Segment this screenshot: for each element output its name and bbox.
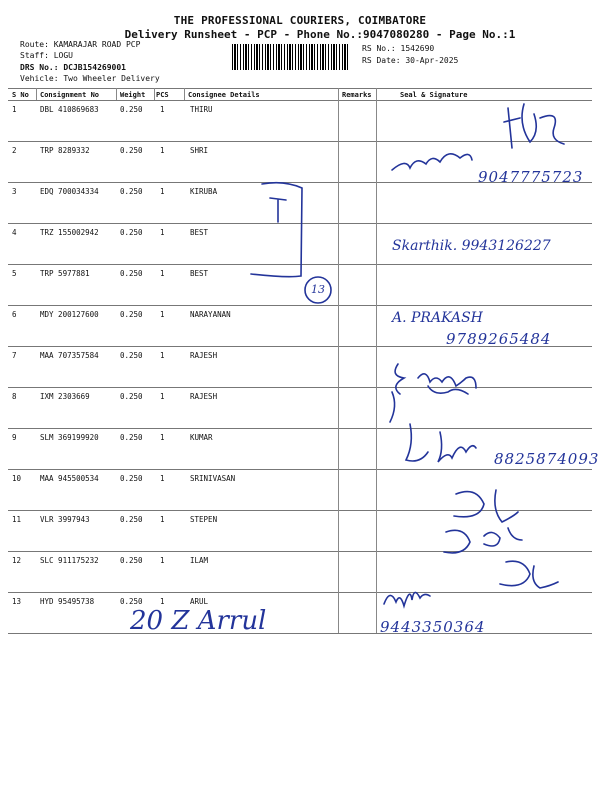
company-title: THE PROFESSIONAL COURIERS, COIMBATORE — [173, 14, 427, 27]
signature-row7 — [395, 364, 476, 394]
bracket-mark — [251, 183, 302, 277]
cell-sno: 10 — [12, 474, 22, 483]
handwritten-circle-number: 13 — [311, 283, 325, 296]
signature-row2 — [392, 154, 472, 170]
cell-pcs: 1 — [160, 515, 165, 524]
cell-weight: 0.250 — [120, 269, 143, 278]
cell-consignment: TRZ 155002942 — [40, 228, 99, 237]
handwritten-phone-row13: 9443350364 — [380, 618, 486, 636]
cell-weight: 0.250 — [120, 228, 143, 237]
cell-consignee: BEST — [190, 269, 209, 278]
signature-row10 — [454, 490, 518, 522]
cell-sno: 12 — [12, 556, 22, 565]
cell-pcs: 1 — [160, 187, 165, 196]
cell-sno: 7 — [12, 351, 17, 360]
cell-consignee: STEPEN — [190, 515, 218, 524]
cell-consignment: MDY 200127600 — [40, 310, 99, 319]
signature-row8 — [390, 386, 468, 422]
route-label: Route: KAMARAJAR ROAD PCP — [20, 40, 141, 49]
col-remarks-header: Remarks — [342, 91, 372, 99]
cell-weight: 0.250 — [120, 433, 143, 442]
cell-pcs: 1 — [160, 474, 165, 483]
cell-sno: 9 — [12, 433, 17, 442]
cell-pcs: 1 — [160, 105, 165, 114]
vehicle-label: Vehicle: Two Wheeler Delivery — [20, 74, 160, 83]
col-consignment-header: Consignment No — [40, 91, 100, 99]
cell-consignment: TRP 8289332 — [40, 146, 90, 155]
cell-sno: 3 — [12, 187, 17, 196]
cell-pcs: 1 — [160, 556, 165, 565]
cell-consignment: EDQ 700034334 — [40, 187, 99, 196]
runsheet-subtitle: Delivery Runsheet - PCP - Phone No.:9047080280 - Page No.:1 — [124, 28, 516, 41]
handwritten-note-row13: 20 Z Arrul — [130, 606, 267, 636]
col-pcs-header: PCS — [156, 91, 169, 99]
cell-sno: 2 — [12, 146, 17, 155]
cell-pcs: 1 — [160, 392, 165, 401]
signature-row12 — [500, 561, 558, 588]
cell-consignment: HYD 95495738 — [40, 597, 95, 606]
drs-number: DRS No.: DCJB154269001 — [20, 63, 126, 72]
cell-consignee: SRINIVASAN — [190, 474, 236, 483]
col-seal-signature-header: Seal & Signature — [400, 91, 468, 99]
cell-pcs: 1 — [160, 310, 165, 319]
cell-consignee: ARUL — [190, 597, 209, 606]
cell-weight: 0.250 — [120, 515, 143, 524]
cell-sno: 8 — [12, 392, 17, 401]
cell-consignee: KUMAR — [190, 433, 213, 442]
cell-consignee: SHRI — [190, 146, 209, 155]
cell-pcs: 1 — [160, 597, 165, 606]
cell-consignee: NARAYANAN — [190, 310, 231, 319]
handwritten-name-row6: A. PRAKASH — [392, 310, 483, 326]
rs-number: RS No.: 1542690 — [362, 44, 435, 53]
cell-sno: 13 — [12, 597, 22, 606]
cell-weight: 0.250 — [120, 556, 143, 565]
cell-weight: 0.250 — [120, 392, 143, 401]
cell-consignment: DBL 410869683 — [40, 105, 99, 114]
cell-sno: 5 — [12, 269, 17, 278]
cell-sno: 6 — [12, 310, 17, 319]
cell-sno: 11 — [12, 515, 22, 524]
cell-consignment: SLM 369199920 — [40, 433, 99, 442]
signature-row13 — [384, 592, 430, 606]
cell-pcs: 1 — [160, 228, 165, 237]
signature-row11 — [444, 528, 522, 553]
handwritten-phone-row2: 9047775723 — [478, 168, 584, 186]
cell-consignment: IXM 2303669 — [40, 392, 90, 401]
cell-sno: 1 — [12, 105, 17, 114]
cell-consignee: BEST — [190, 228, 209, 237]
cell-pcs: 1 — [160, 433, 165, 442]
signature-row1 — [504, 104, 564, 148]
cell-consignee: THIRU — [190, 105, 213, 114]
cell-pcs: 1 — [160, 351, 165, 360]
cell-weight: 0.250 — [120, 310, 143, 319]
cell-consignee: RAJESH — [190, 392, 218, 401]
cell-consignment: MAA 707357584 — [40, 351, 99, 360]
cell-weight: 0.250 — [120, 474, 143, 483]
cell-weight: 0.250 — [120, 146, 143, 155]
col-sno-header: S No — [12, 91, 29, 99]
cell-consignee: KIRUBA — [190, 187, 218, 196]
cell-pcs: 1 — [160, 269, 165, 278]
cell-pcs: 1 — [160, 146, 165, 155]
signature-row9 — [406, 424, 476, 462]
handwritten-phone-row6: 9789265484 — [446, 330, 552, 348]
cell-sno: 4 — [12, 228, 17, 237]
cell-weight: 0.250 — [120, 351, 143, 360]
cell-consignee: RAJESH — [190, 351, 218, 360]
col-consignee-header: Consignee Details — [188, 91, 260, 99]
cell-consignee: ILAM — [190, 556, 209, 565]
handwritten-name-phone-row4: Skarthik. 9943126227 — [392, 238, 551, 254]
staff-label: Staff: LOGU — [20, 51, 73, 60]
cell-consignment: MAA 945500534 — [40, 474, 99, 483]
cell-consignment: SLC 911175232 — [40, 556, 99, 565]
cell-weight: 0.250 — [120, 105, 143, 114]
cell-weight: 0.250 — [120, 597, 143, 606]
cell-consignment: TRP 5977881 — [40, 269, 90, 278]
handwritten-phone-row9: 8825874093 — [494, 450, 600, 468]
rs-date: RS Date: 30-Apr-2025 — [362, 56, 459, 65]
cell-weight: 0.250 — [120, 187, 143, 196]
cell-consignment: VLR 3997943 — [40, 515, 90, 524]
col-weight-header: Weight — [120, 91, 146, 99]
